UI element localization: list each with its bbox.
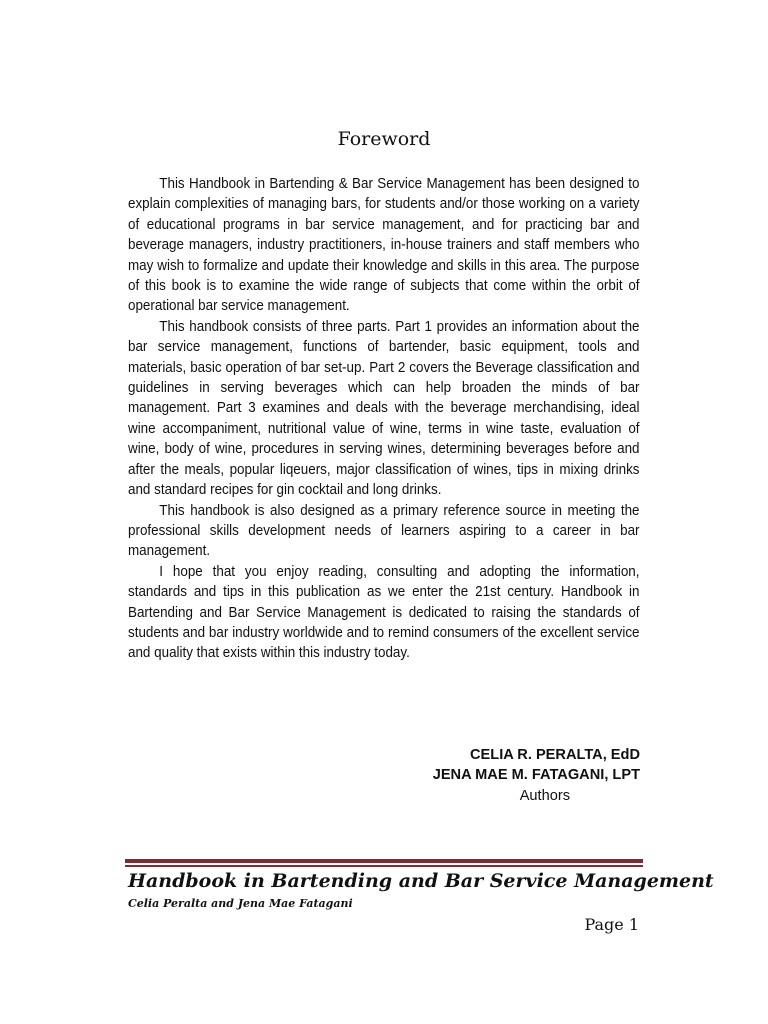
page-title: Foreword [337,128,431,150]
footer-rule-thin [125,865,643,867]
footer-authors: Celia Peralta and Jena Mae Fatagani [128,897,353,910]
paragraph-1: This Handbook in Bartending & Bar Service Management has been designed to explain complexities of managing bars, for students and/or those working on a variety of educational programs in bar service management, and for practicing bar and beverage managers, industry practitioners, in-house trainers and staff members who may wish to formalize and update their knowledge and skills in this area. The purpose of this book is to examine the wide range of subjects that come within the orbit of operational bar service management. [128,176,640,315]
paragraph-2: This handbook consists of three parts. Part 1 provides an information about the bar service management, functions of bartender, basic equipment, tools and materials, basic operation of bar set-up. Part 2 covers the Beverage classification and guidelines in serving beverages which can help broaden the minds of bar management. Part 3 examines and deals with the beverage merchandising, ideal wine accompaniment, nutritional value of wine, terms in wine taste, evaluation of wine, body of wine, procedures in serving wines, determining beverages before and after the meals, popular liqeuers, major classification of wines, tips in mixing drinks and standard recipes for gin cocktail and long drinks. [128,318,640,499]
foreword-body [128,174,640,664]
footer-rule-thick [125,859,643,863]
paragraph-4: I hope that you enjoy reading, consulting and adopting the information, standards and tips in this publication as we enter the 21st century. Handbook in Bartending and Bar Service Management is dedicated to raising the standards of students and bar industry worldwide and to remind consumers of the excellent service and quality that exists within this industry today. [128,563,640,662]
footer-book-title: Handbook in Bartending and Bar Service Management [128,870,714,892]
paragraph-3: This handbook is also designed as a primary reference source in meeting the professional skills development needs of learners aspiring to a career in bar management. [128,502,640,560]
author-name-1: CELIA R. PERALTA, EdD [470,747,640,763]
signature-block [433,745,640,806]
authors-label: Authors [519,787,570,804]
author-name-2: JENA MAE M. FATAGANI, LPT [432,767,640,784]
page-number: Page 1 [584,915,639,934]
